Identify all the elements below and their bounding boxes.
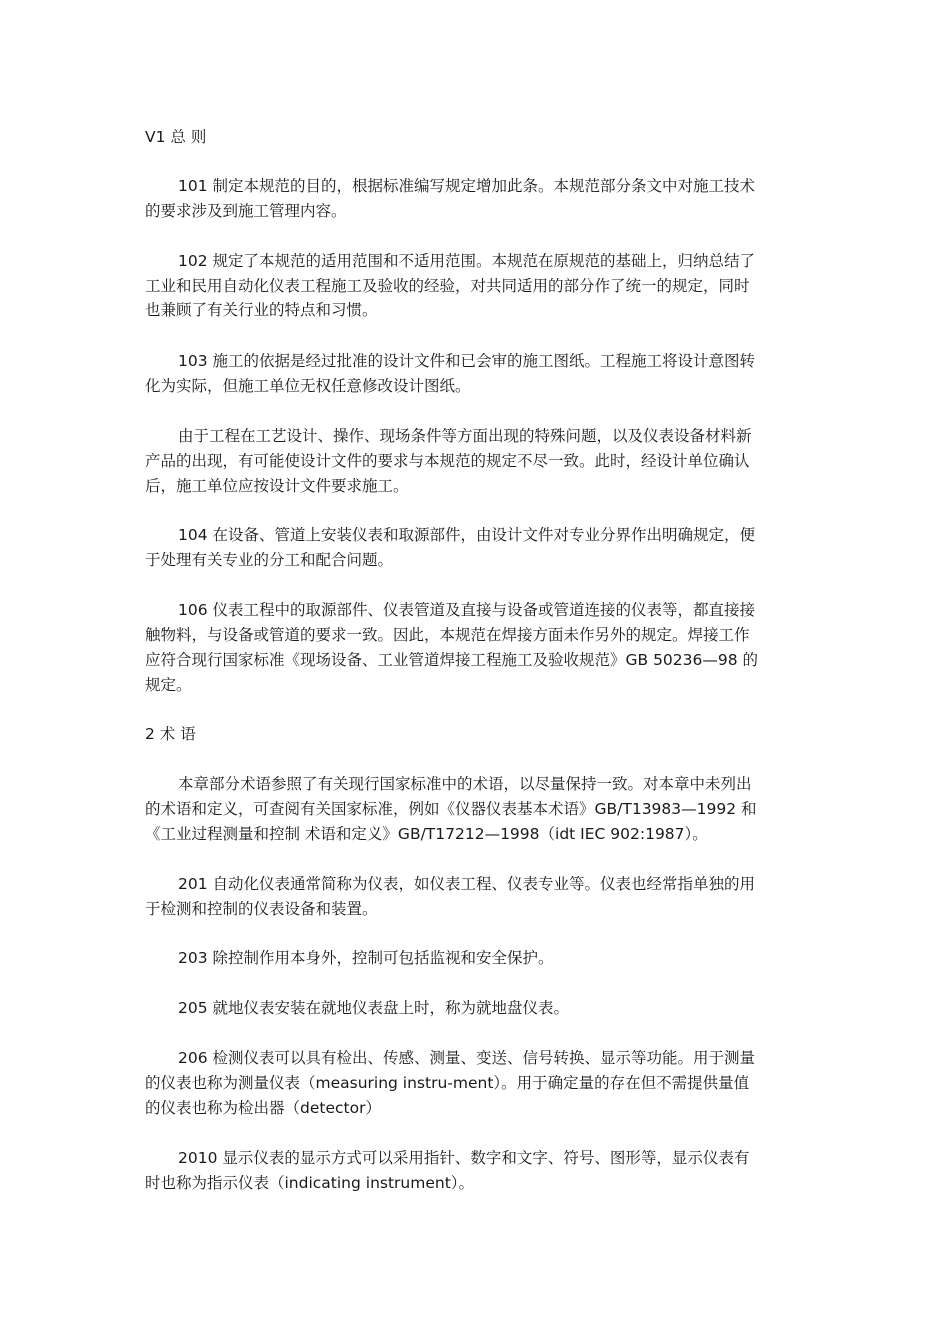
- paragraph-line: 102 规定了本规范的适用范围和不适用范围。本规范在原规范的基础上，归纳总结了: [178, 252, 756, 270]
- paragraph-line: 触物料，与设备或管道的要求一致。因此，本规范在焊接方面未作另外的规定。焊接工作: [145, 626, 750, 644]
- paragraph-line: 的术语和定义，可查阅有关国家标准，例如《仪器仪表基本术语》GB/T13983—1992 和: [145, 800, 757, 818]
- paragraph-line: 的要求涉及到施工管理内容。: [145, 202, 347, 220]
- paragraph-line: 产品的出现，有可能使设计文件的要求与本规范的规定不尽一致。此时，经设计单位确认: [145, 452, 750, 470]
- paragraph-line: 后，施工单位应按设计文件要求施工。: [145, 477, 409, 495]
- paragraph-line: 206 检测仪表可以具有检出、传感、测量、变送、信号转换、显示等功能。用于测量: [178, 1049, 756, 1067]
- paragraph-line: 也兼顾了有关行业的特点和习惯。: [145, 301, 378, 319]
- paragraph-line: 由于工程在工艺设计、操作、现场条件等方面出现的特殊问题，以及仪表设备材料新: [178, 427, 752, 445]
- heading-terms: 2 术 语: [145, 725, 196, 743]
- paragraph-line: 于处理有关专业的分工和配合问题。: [145, 551, 394, 569]
- paragraph-line: 101 制定本规范的目的，根据标准编写规定增加此条。本规范部分条文中对施工技术: [178, 177, 756, 195]
- paragraph-line: 104 在设备、管道上安装仪表和取源部件，由设计文件对专业分界作出明确规定，便: [178, 526, 756, 544]
- paragraph-line: 2010 显示仪表的显示方式可以采用指针、数字和文字、符号、图形等，显示仪表有: [178, 1149, 750, 1167]
- heading-general-provisions: V1 总 则: [145, 128, 207, 146]
- paragraph-line: 的仪表也称为测量仪表（measuring instru-ment）。用于确定量的存在但不需提供量值: [145, 1074, 750, 1092]
- paragraph-line: 201 自动化仪表通常简称为仪表，如仪表工程、仪表专业等。仪表也经常指单独的用: [178, 875, 756, 893]
- paragraph-line: 应符合现行国家标准《现场设备、工业管道焊接工程施工及验收规范》GB 50236—98 的: [145, 651, 759, 669]
- paragraph-line: 规定。: [145, 676, 192, 694]
- paragraph-line: 203 除控制作用本身外，控制可包括监视和安全保护。: [178, 949, 554, 967]
- paragraph-line: 于检测和控制的仪表设备和装置。: [145, 900, 378, 918]
- paragraph-line: 205 就地仪表安装在就地仪表盘上时，称为就地盘仪表。: [178, 999, 570, 1017]
- paragraph-line: 的仪表也称为检出器（detector）: [145, 1099, 381, 1117]
- paragraph-line: 103 施工的依据是经过批准的设计文件和已会审的施工图纸。工程施工将设计意图转: [178, 352, 756, 370]
- paragraph-line: 本章部分术语参照了有关现行国家标准中的术语，以尽量保持一致。对本章中未列出: [178, 775, 752, 793]
- paragraph-line: 106 仪表工程中的取源部件、仪表管道及直接与设备或管道连接的仪表等，都直接接: [178, 601, 756, 619]
- paragraph-line: 《工业过程测量和控制 术语和定义》GB/T17212—1998（idt IEC 902:1987）。: [145, 825, 708, 843]
- paragraph-line: 时也称为指示仪表（indicating instrument）。: [145, 1174, 475, 1192]
- paragraph-line: 化为实际，但施工单位无权任意修改设计图纸。: [145, 377, 471, 395]
- paragraph-line: 工业和民用自动化仪表工程施工及验收的经验，对共同适用的部分作了统一的规定，同时: [145, 277, 750, 295]
